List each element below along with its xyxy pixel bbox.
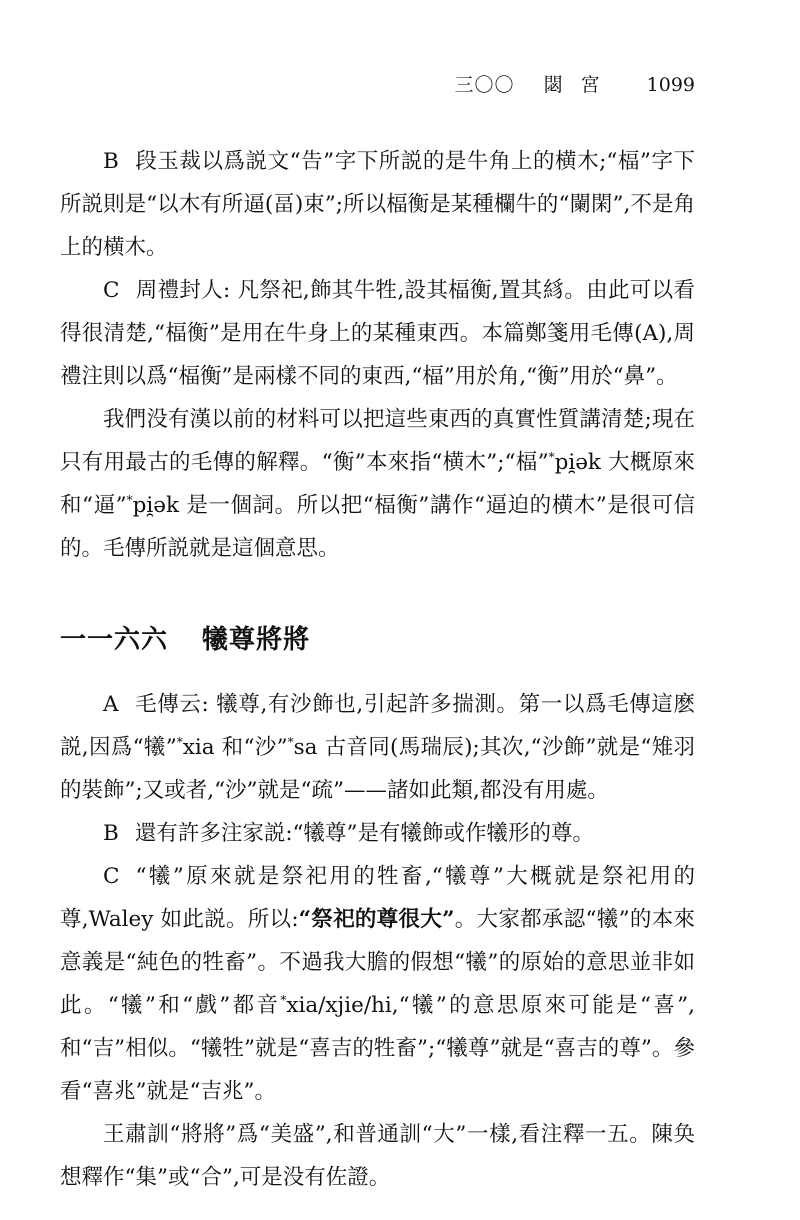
paragraph-label: C xyxy=(103,864,120,889)
paragraph-text: 周禮封人: 凡祭祀,飾其牛牲,設其楅衡,置其絼。由此可以看得很清楚,“楅衡”是用在牛身上的某種東西。本篇鄭箋用毛傳(A),周禮注則以爲“楅衡”是兩樣不同的東西,“楅”用於角,“衡”用於“鼻”。 xyxy=(60,278,695,389)
paragraph-label: A xyxy=(103,692,119,717)
paragraph-2b xyxy=(60,812,695,855)
paragraph-2a xyxy=(60,683,695,812)
paragraph-2-wangsu xyxy=(60,1113,695,1199)
paragraph-text: 我們没有漢以前的材料可以把這些東西的真實性質講清楚;現在只有用最古的毛傳的解釋。“衡”本來指“横木”;“楅” xyxy=(60,407,695,475)
reconstruction-star: * xyxy=(548,450,555,464)
paragraph-text: 還有許多注家説:“犧尊”是有犧飾或作犧形的尊。 xyxy=(134,821,595,846)
section-heading xyxy=(60,620,310,660)
paragraph-text: “犧”原來就是祭祀用的牲畜,“犧尊”大概就是祭祀用的尊,Waley 如此説。所以: xyxy=(60,864,695,932)
running-head-title: 閟宮 xyxy=(543,74,618,96)
section-1-body xyxy=(60,140,695,570)
section-title: 犧尊將將 xyxy=(202,625,311,655)
paragraph-1-conclusion xyxy=(60,398,695,570)
paragraph-1c xyxy=(60,269,695,398)
paragraph-text: sa 古音同(馬瑞辰);其次,“沙飾”就是“雉羽的裝飾”;又或者,“沙”就是“疏”——諸如此類,都没有用處。 xyxy=(60,735,696,803)
paragraph-text: 。大家都承認“犧”的本來意義是“純色的牲畜”。不過我大膽的假想“犧”的原始的意思並非如此。“犧”和“戲”都音 xyxy=(60,907,696,1018)
paragraph-text: 王肅訓“將將”爲“美盛”,和普通訓“大”一樣,看注釋一五。陳奂想釋作“集”或“合”,可是没有佐證。 xyxy=(60,1122,695,1190)
reconstruction-star: * xyxy=(176,735,183,749)
book-page xyxy=(60,0,695,1220)
paragraph-text: pi̯ək 是一個詞。所以把“楅衡”講作“逼迫的横木”是很可信的。毛傳所説就是這個意思。 xyxy=(60,493,695,561)
paragraph-label: B xyxy=(103,149,119,174)
paragraph-label: C xyxy=(103,278,120,303)
paragraph-text: xia 和“沙” xyxy=(182,735,288,760)
paragraph-1b xyxy=(60,140,695,269)
paragraph-text: 毛傳云: 犧尊,有沙飾也,引起許多揣測。第一以爲毛傳這麽説,因爲“犧” xyxy=(60,692,695,760)
running-head-section: 三〇〇 xyxy=(454,74,515,96)
running-head xyxy=(455,70,695,97)
paragraph-2c xyxy=(60,855,695,1113)
paragraph-label: B xyxy=(103,821,119,846)
paragraph-text: xia/xjie/hi,“犧”的意思原來可能是“喜”,和“吉”相似。“犧牲”就是“喜吉的牲畜”;“犧尊”就是“喜吉的尊”。參看“喜兆”就是“吉兆”。 xyxy=(60,993,696,1104)
page-number: 1099 xyxy=(646,74,695,96)
emphasized-text: “祭祀的尊很大” xyxy=(298,907,455,932)
reconstruction-star: * xyxy=(280,993,287,1007)
paragraph-text: pi̯ək 大概原來和“逼” xyxy=(60,450,695,518)
reconstruction-star: * xyxy=(287,735,294,749)
paragraph-text: 段玉裁以爲説文“告”字下所説的是牛角上的横木;“楅”字下所説則是“以木有所逼(畐)束”;所以楅衡是某種欄牛的“闌閑”,不是角上的横木。 xyxy=(60,149,695,260)
section-number: 一一六六 xyxy=(60,625,169,655)
section-2-body xyxy=(60,683,695,1199)
reconstruction-star: * xyxy=(126,493,133,507)
